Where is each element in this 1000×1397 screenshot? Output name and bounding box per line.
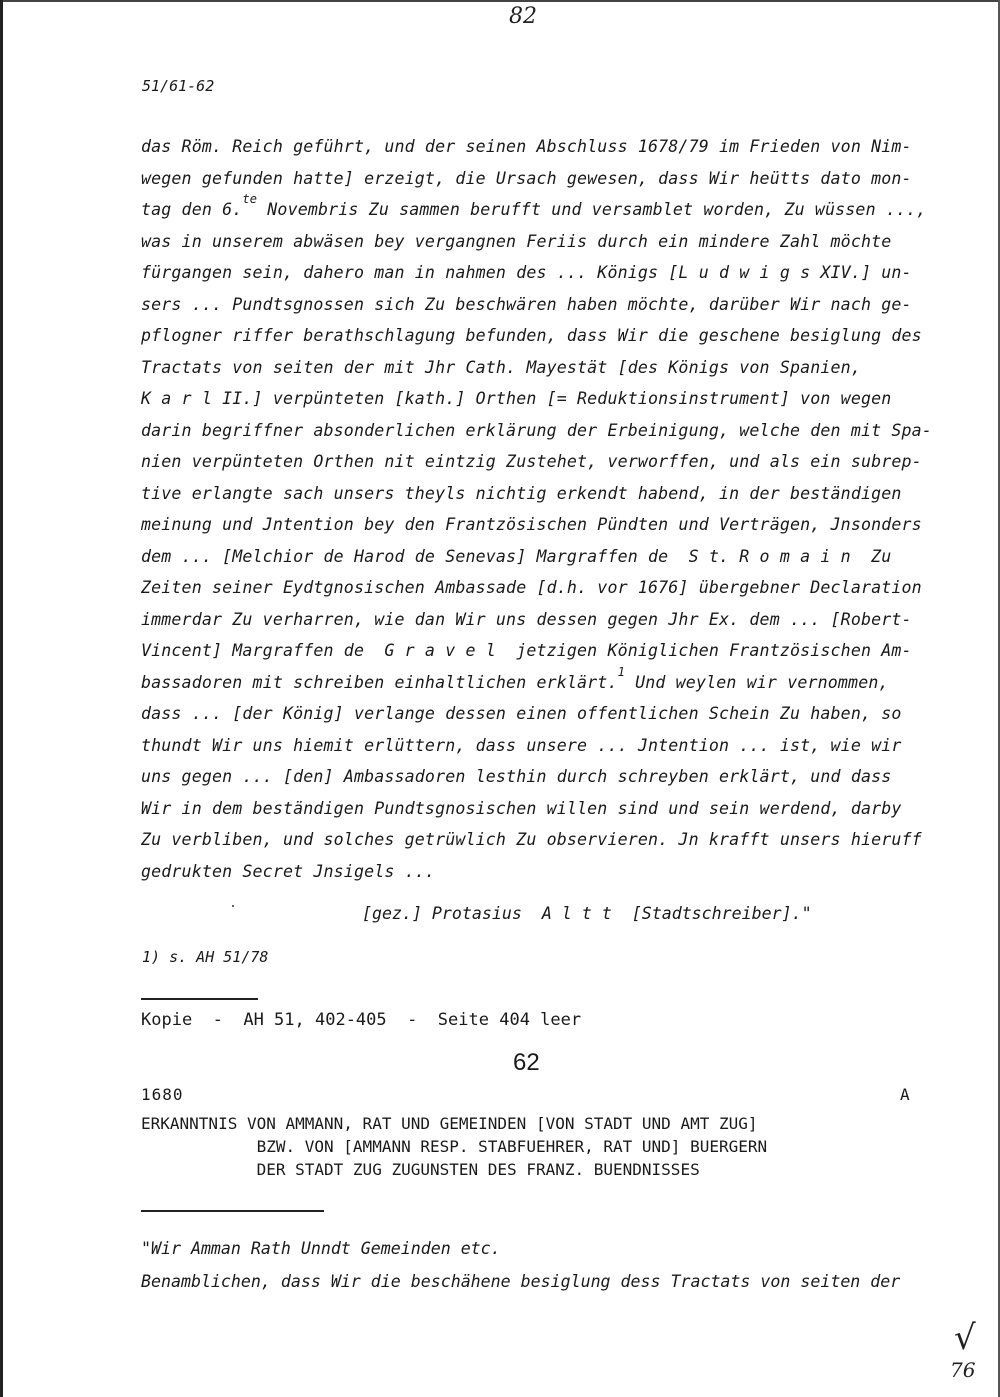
document-reference: 51/61-62 — [142, 77, 215, 95]
document-number: 62 — [513, 1049, 540, 1076]
body-line-18-rest: Und weylen wir vernommen, — [635, 672, 889, 692]
body-line-7: pflogner riffer berathschlagung befunden, dass Wir die geschene besiglung des — [141, 326, 922, 345]
handwritten-page-number: 82 — [509, 4, 537, 29]
body-line-3-rest: Novembris Zu sammen berufft und versamblet worden, Zu wüssen ..., — [267, 200, 927, 219]
body-line-23: Zu verbliben, und solches getrüwlich Zu observieren. Jn krafft unsers hieruff — [141, 830, 922, 849]
body-line-5: fürgangen sein, dahero man in nahmen des ... Königs [L u d w i g s XIV.] un- — [141, 263, 912, 282]
speck-mark — [232, 905, 234, 907]
quote-text — [141, 1232, 931, 1298]
scan-top-border — [0, 0, 1000, 2]
body-line-21: uns gegen ... [den] Ambassadoren lesthin durch schreyben erklärt, und dass — [141, 767, 892, 786]
body-line-3 — [141, 194, 931, 226]
body-line-13: meinung und Jntention bey den Frantzösischen Pündten und Verträgen, Jnsonders — [141, 515, 922, 534]
title-line-1: ERKANNTNIS VON AMMANN, RAT UND GEMEINDEN [VON STADT UND AMT ZUG] — [141, 1114, 758, 1133]
body-line-24: gedrukten Secret Jnsigels ... — [141, 861, 436, 881]
quote-line-1: "Wir Amman Rath Unndt Gemeinden etc. — [141, 1239, 501, 1258]
body-line-12: tive erlangte sach unsers theyls nichtig erkendt habend, in der beständigen — [141, 483, 902, 503]
body-line-4: was in unserem abwäsen bey vergangnen Feriis durch ein mindere Zahl möchte — [141, 231, 892, 251]
quote-line-2: Benamblichen, dass Wir die beschähene besiglung dess Tractats von seiten der — [141, 1272, 901, 1291]
document-title — [141, 1112, 767, 1181]
body-line-2: wegen gefunden hatte] erzeigt, die Ursach gewesen, dass Wir heütts dato mon- — [141, 168, 912, 188]
handwritten-check-mark: √ — [954, 1318, 976, 1358]
transcription-body — [141, 131, 931, 887]
footnote: 1) s. AH 51/78 — [142, 948, 269, 966]
separator-rule-2 — [141, 1210, 324, 1212]
footnote-marker-1: 1 — [617, 664, 625, 679]
body-line-14: dem ... [Melchior de Harod de Senevas] Margraffen de S t. R o m a i n Zu — [141, 546, 892, 566]
title-line-2: BZW. VON [AMMANN RESP. STABFUEHRER, RAT UND] BUERGERN — [141, 1137, 768, 1156]
body-line-10: darin begriffner absonderlichen erklärung der Erbeinigung, welche den mit Spa- — [141, 420, 932, 440]
separator-rule — [141, 998, 258, 1000]
body-line-6: sers ... Pundtsgnossen sich Zu beschwären haben möchte, darüber Wir nach ge- — [141, 294, 912, 314]
body-line-8: Tractats von seiten der mit Jhr Cath. Mayestät [des Königs von Spanien, — [141, 357, 861, 377]
body-line-18-prefix: bassadoren mit schreiben einhaltlichen erklärt. — [141, 672, 618, 692]
body-line-11: nien verpünteten Orthen nit eintzig Zustehet, verworffen, und als ein subrep- — [141, 452, 922, 471]
body-line-22: Wir in dem beständigen Pundtsgnosischen willen sind und sein werdend, darby — [141, 798, 902, 818]
body-line-9: K a r l II.] verpünteten [kath.] Orthen [= Reduktionsinstrument] von wegen — [141, 389, 892, 408]
body-line-3-prefix: tag den 6. — [141, 200, 243, 219]
body-line-19: dass ... [der König] verlange dessen einen offentlichen Schein Zu haben, so — [141, 704, 902, 723]
handwritten-margin-number: 76 — [950, 1358, 976, 1382]
body-line-20: thundt Wir uns hiemit erlüttern, dass unsere ... Jntention ... ist, wie wir — [141, 735, 902, 755]
superscript-te: te — [242, 192, 258, 206]
body-line-16: immerdar Zu verharren, wie dan Wir uns dessen gegen Jhr Ex. dem ... [Robert- — [141, 609, 912, 629]
signature-line: [gez.] Protasius A l t t [Stadtschreiber]." — [362, 904, 812, 923]
document-letter: A — [900, 1085, 910, 1104]
document-year: 1680 — [141, 1085, 184, 1104]
title-line-3: DER STADT ZUG ZUGUNSTEN DES FRANZ. BUENDNISSES — [141, 1160, 700, 1179]
scan-left-border — [0, 0, 3, 1397]
body-line-18 — [141, 664, 931, 699]
body-line-15: Zeiten seiner Eydtgnosischen Ambassade [d.h. vor 1676] übergebner Declaration — [141, 578, 922, 597]
body-line-17: Vincent] Margraffen de G r a v e l jetzigen Königlichen Frantzösischen Am- — [141, 641, 912, 660]
body-line-1: das Röm. Reich geführt, und der seinen Abschluss 1678/79 im Frieden von Nim- — [141, 137, 912, 156]
copy-source-line: Kopie - AH 51, 402-405 - Seite 404 leer — [141, 1010, 582, 1030]
